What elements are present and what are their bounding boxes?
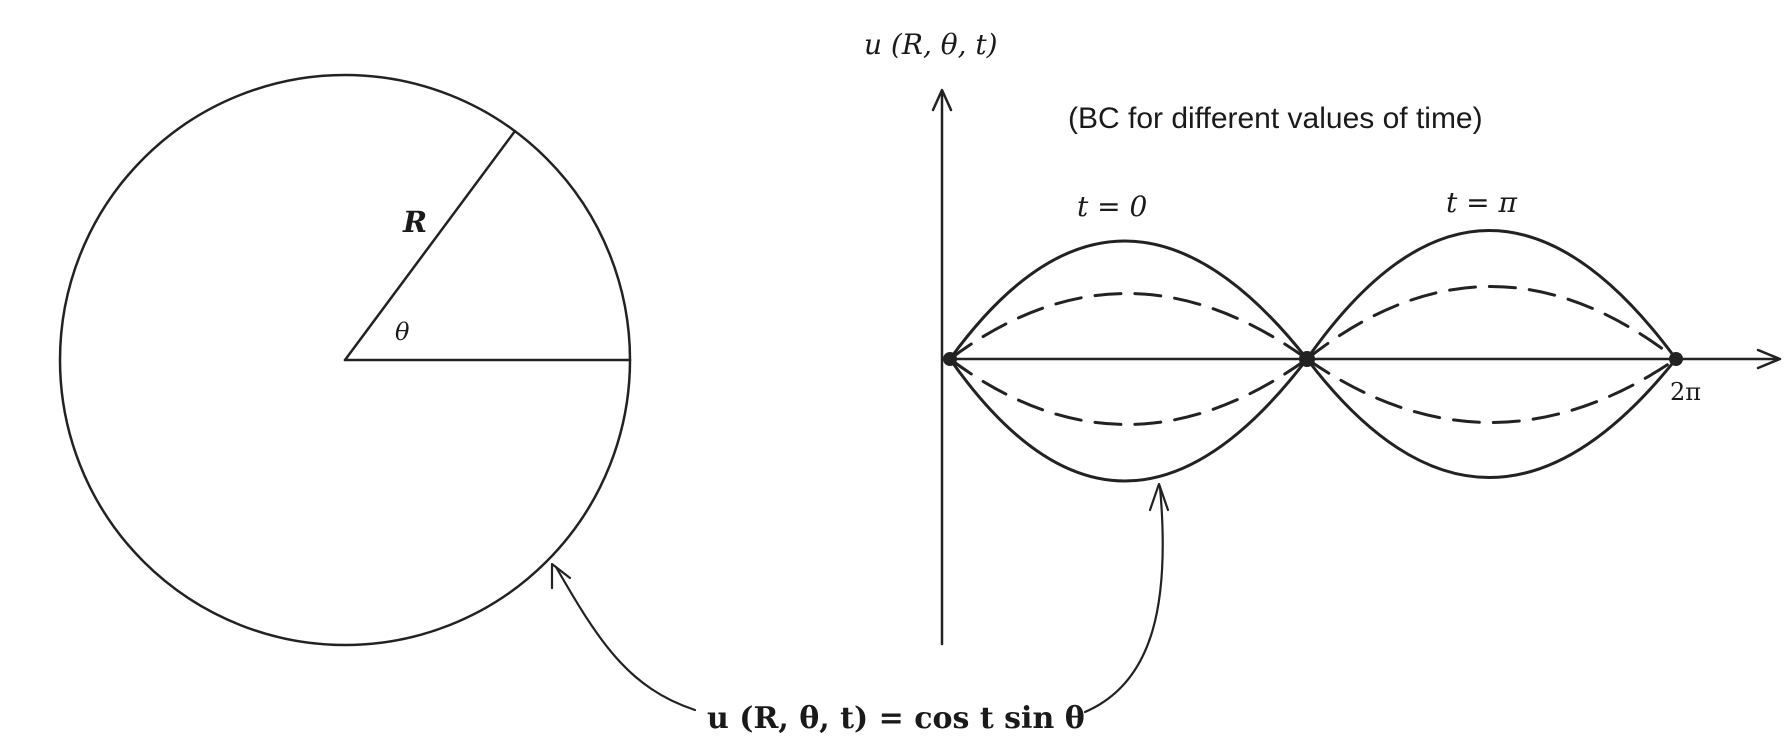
curve-solid-lower-right (1307, 359, 1676, 478)
curve-dashed-upper-right (1307, 287, 1676, 360)
t-zero-label: t = 0 (1077, 190, 1148, 223)
angle-label: θ (395, 318, 410, 346)
radius-label: R (403, 205, 428, 239)
y-axis-label: u (R, θ, t) (864, 28, 998, 61)
node-origin (943, 352, 957, 366)
boundary-condition-formula: u (R, θ, t) = cos t sin θ (707, 701, 1085, 736)
curve-solid-lower-left (950, 359, 1307, 481)
radius-line (345, 131, 515, 360)
node-2pi (1669, 352, 1683, 366)
curve-dashed-lower-right (1307, 359, 1676, 423)
bc-plot (864, 28, 1780, 644)
circle-domain (60, 75, 630, 645)
boundary-condition-callout (552, 484, 1168, 736)
curve-solid-upper-right (1307, 231, 1676, 360)
plot-subtitle: (BC for different values of time) (1068, 102, 1483, 135)
t-pi-label: t = π (1446, 186, 1517, 219)
pointer-to-circle (556, 567, 695, 710)
x-tick-label-2pi: 2π (1670, 378, 1702, 406)
node-pi (1299, 351, 1315, 367)
curve-dashed-upper-left (950, 294, 1307, 360)
curve-dashed-lower-left (950, 359, 1307, 425)
pointer-to-plot (1085, 487, 1163, 712)
curve-solid-upper-left (950, 241, 1307, 359)
